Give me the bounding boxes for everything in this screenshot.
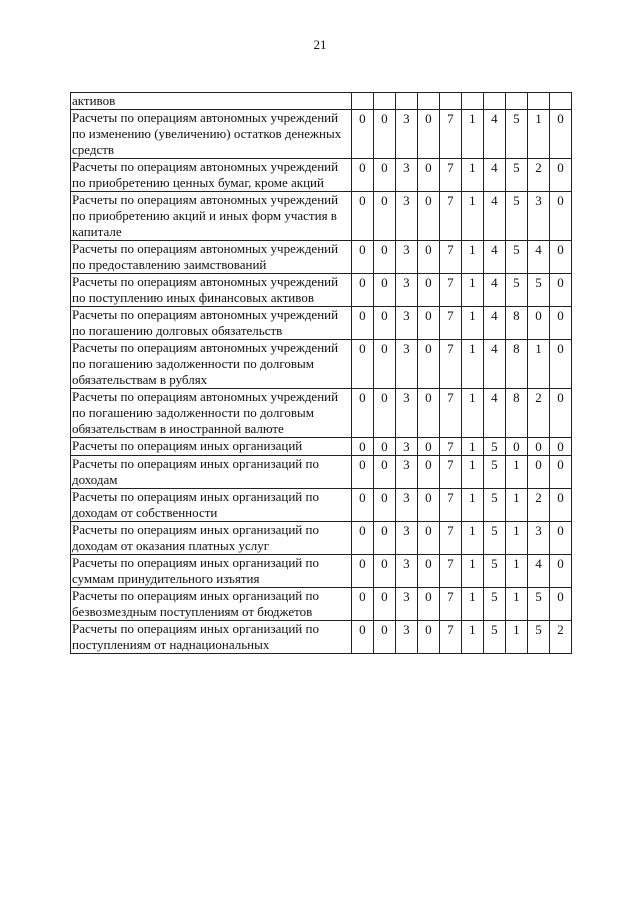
table-row [71,456,572,489]
account-code-digit: 7 [439,307,461,340]
account-code-digit: 0 [351,241,373,274]
account-name: Расчеты по операциям автономных учреждений по погашению задолженности по долговым обязательствам в иностранной валюте [71,389,352,438]
account-code-digit [505,93,527,110]
account-code-digit: 0 [351,555,373,588]
account-code-digit: 1 [461,340,483,389]
table-row [71,621,572,654]
account-code-digit: 5 [527,588,549,621]
account-code-digit: 0 [351,489,373,522]
account-name: Расчеты по операциям автономных учреждений по предоставлению заимствований [71,241,352,274]
account-name: Расчеты по операциям иных организаций по доходам от собственности [71,489,352,522]
account-code-digit: 0 [527,438,549,456]
account-code-digit: 5 [483,438,505,456]
account-code-digit: 4 [527,555,549,588]
account-code-digit: 1 [505,489,527,522]
account-code-digit: 3 [395,522,417,555]
account-code-digit: 0 [373,340,395,389]
table-row [71,389,572,438]
account-code-digit: 3 [395,307,417,340]
account-code-digit: 7 [439,522,461,555]
account-code-digit: 0 [373,192,395,241]
account-code-digit: 7 [439,192,461,241]
account-code-digit: 0 [351,307,373,340]
account-code-digit: 0 [373,274,395,307]
account-code-digit: 3 [395,438,417,456]
account-code-digit: 0 [351,340,373,389]
account-code-digit: 4 [483,307,505,340]
account-code-digit: 3 [395,192,417,241]
accounts-table [70,92,572,654]
account-code-digit: 1 [505,522,527,555]
account-code-digit: 0 [417,274,439,307]
account-code-digit: 5 [505,274,527,307]
account-code-digit: 5 [483,456,505,489]
account-code-digit: 0 [373,456,395,489]
account-code-digit: 7 [439,438,461,456]
account-code-digit: 0 [351,110,373,159]
account-code-digit: 0 [527,456,549,489]
account-code-digit: 7 [439,389,461,438]
account-code-digit: 5 [483,555,505,588]
account-code-digit [439,93,461,110]
account-code-digit: 1 [461,438,483,456]
account-code-digit: 0 [417,588,439,621]
account-code-digit: 0 [373,489,395,522]
account-code-digit: 0 [417,307,439,340]
account-name: активов [71,93,352,110]
table-row [71,192,572,241]
table-row [71,110,572,159]
account-code-digit: 0 [373,241,395,274]
account-name: Расчеты по операциям автономных учреждений по погашению задолженности по долговым обязательствам в рублях [71,340,352,389]
account-code-digit: 3 [527,192,549,241]
account-code-digit: 3 [527,522,549,555]
page-number: 21 [313,37,327,52]
account-code-digit: 0 [373,389,395,438]
account-code-digit: 0 [417,340,439,389]
account-code-digit: 0 [373,555,395,588]
table-row [71,555,572,588]
account-code-digit: 0 [417,621,439,654]
account-code-digit: 7 [439,621,461,654]
account-code-digit: 0 [527,307,549,340]
account-code-digit: 4 [483,389,505,438]
account-code-digit: 0 [505,438,527,456]
account-code-digit: 0 [373,438,395,456]
account-code-digit: 3 [395,621,417,654]
account-code-digit: 0 [417,110,439,159]
account-code-digit: 5 [505,110,527,159]
account-code-digit: 4 [483,274,505,307]
account-code-digit [461,93,483,110]
account-name: Расчеты по операциям иных организаций [71,438,352,456]
account-code-digit: 0 [549,555,571,588]
account-code-digit [351,93,373,110]
account-code-digit: 1 [461,159,483,192]
account-code-digit: 5 [527,274,549,307]
account-code-digit: 0 [549,522,571,555]
account-name: Расчеты по операциям иных организаций по доходам от оказания платных услуг [71,522,352,555]
account-code-digit: 8 [505,389,527,438]
account-code-digit: 0 [549,241,571,274]
account-code-digit [417,93,439,110]
account-code-digit: 7 [439,159,461,192]
account-code-digit: 3 [395,555,417,588]
account-code-digit: 3 [395,389,417,438]
table-row [71,588,572,621]
account-code-digit: 0 [549,274,571,307]
account-code-digit: 0 [417,241,439,274]
account-code-digit: 0 [417,389,439,438]
account-code-digit: 3 [395,274,417,307]
account-code-digit: 0 [549,389,571,438]
account-code-digit: 0 [549,307,571,340]
account-code-digit: 0 [351,274,373,307]
account-code-digit: 4 [483,159,505,192]
account-code-digit: 0 [549,489,571,522]
account-code-digit: 0 [373,110,395,159]
account-code-digit: 4 [483,192,505,241]
account-code-digit: 0 [549,456,571,489]
account-code-digit: 7 [439,555,461,588]
account-code-digit: 1 [461,241,483,274]
account-code-digit: 2 [527,489,549,522]
account-code-digit: 8 [505,307,527,340]
account-code-digit: 5 [505,241,527,274]
account-code-digit: 7 [439,588,461,621]
table-row [71,241,572,274]
account-code-digit: 7 [439,489,461,522]
account-code-digit: 0 [549,340,571,389]
account-code-digit: 1 [461,555,483,588]
account-code-digit: 0 [351,522,373,555]
table-row [71,274,572,307]
account-code-digit: 1 [505,456,527,489]
account-code-digit: 0 [417,522,439,555]
account-code-digit [527,93,549,110]
account-code-digit: 0 [549,159,571,192]
account-code-digit: 3 [395,456,417,489]
account-name: Расчеты по операциям автономных учреждений по поступлению иных финансовых активов [71,274,352,307]
account-code-digit: 5 [483,522,505,555]
account-code-digit: 7 [439,274,461,307]
account-code-digit: 0 [549,192,571,241]
account-code-digit: 4 [483,241,505,274]
account-code-digit: 0 [417,489,439,522]
account-code-digit: 8 [505,340,527,389]
account-code-digit: 0 [549,438,571,456]
account-name: Расчеты по операциям иных организаций по суммам принудительного изъятия [71,555,352,588]
table-row [71,489,572,522]
account-code-digit: 1 [505,588,527,621]
account-code-digit: 3 [395,159,417,192]
account-code-digit [373,93,395,110]
table-row [71,159,572,192]
account-code-digit: 2 [549,621,571,654]
table-row [71,438,572,456]
table-row [71,93,572,110]
account-code-digit: 0 [417,192,439,241]
account-code-digit: 0 [549,588,571,621]
account-code-digit [395,93,417,110]
account-code-digit: 0 [417,159,439,192]
account-code-digit: 4 [483,340,505,389]
account-name: Расчеты по операциям автономных учреждений по приобретению ценных бумаг, кроме акций [71,159,352,192]
account-code-digit: 0 [417,456,439,489]
account-code-digit: 1 [461,456,483,489]
table-row [71,307,572,340]
account-code-digit: 5 [483,621,505,654]
account-code-digit: 0 [417,555,439,588]
account-code-digit: 1 [505,621,527,654]
account-code-digit: 4 [483,110,505,159]
account-code-digit: 0 [373,307,395,340]
account-code-digit: 0 [373,588,395,621]
account-code-digit: 1 [461,307,483,340]
accounts-table-body [71,93,572,654]
account-code-digit: 5 [483,588,505,621]
account-code-digit: 3 [395,588,417,621]
account-code-digit: 0 [351,621,373,654]
account-code-digit: 7 [439,456,461,489]
account-code-digit: 1 [461,489,483,522]
account-code-digit: 5 [527,621,549,654]
account-name: Расчеты по операциям иных организаций по поступлениям от наднациональных [71,621,352,654]
account-code-digit: 3 [395,489,417,522]
account-code-digit: 0 [351,192,373,241]
account-code-digit: 2 [527,159,549,192]
account-code-digit: 0 [373,522,395,555]
account-code-digit [483,93,505,110]
account-code-digit: 1 [527,340,549,389]
account-code-digit: 5 [505,192,527,241]
account-name: Расчеты по операциям автономных учреждений по изменению (увеличению) остатков денежных средств [71,110,352,159]
account-code-digit: 3 [395,110,417,159]
account-code-digit: 2 [527,389,549,438]
account-code-digit: 0 [351,389,373,438]
account-name: Расчеты по операциям автономных учреждений по приобретению акций и иных форм участия в капитале [71,192,352,241]
account-code-digit: 0 [373,621,395,654]
table-row [71,522,572,555]
account-code-digit: 1 [461,588,483,621]
account-code-digit: 1 [461,110,483,159]
account-code-digit: 0 [351,438,373,456]
account-code-digit [549,93,571,110]
account-name: Расчеты по операциям иных организаций по безвозмездным поступлениям от бюджетов [71,588,352,621]
account-code-digit: 0 [351,588,373,621]
account-code-digit: 3 [395,340,417,389]
account-code-digit: 5 [505,159,527,192]
account-code-digit: 0 [373,159,395,192]
account-code-digit: 0 [417,438,439,456]
table-row [71,340,572,389]
account-code-digit: 1 [505,555,527,588]
account-code-digit: 1 [527,110,549,159]
account-code-digit: 1 [461,274,483,307]
account-code-digit: 7 [439,110,461,159]
account-name: Расчеты по операциям автономных учреждений по погашению долговых обязательств [71,307,352,340]
account-code-digit: 4 [527,241,549,274]
account-code-digit: 0 [351,456,373,489]
account-code-digit: 0 [549,110,571,159]
account-code-digit: 7 [439,340,461,389]
account-code-digit: 7 [439,241,461,274]
account-code-digit: 0 [351,159,373,192]
account-code-digit: 1 [461,389,483,438]
account-name: Расчеты по операциям иных организаций по доходам [71,456,352,489]
account-code-digit: 3 [395,241,417,274]
account-code-digit: 5 [483,489,505,522]
account-code-digit: 1 [461,621,483,654]
account-code-digit: 1 [461,192,483,241]
account-code-digit: 1 [461,522,483,555]
